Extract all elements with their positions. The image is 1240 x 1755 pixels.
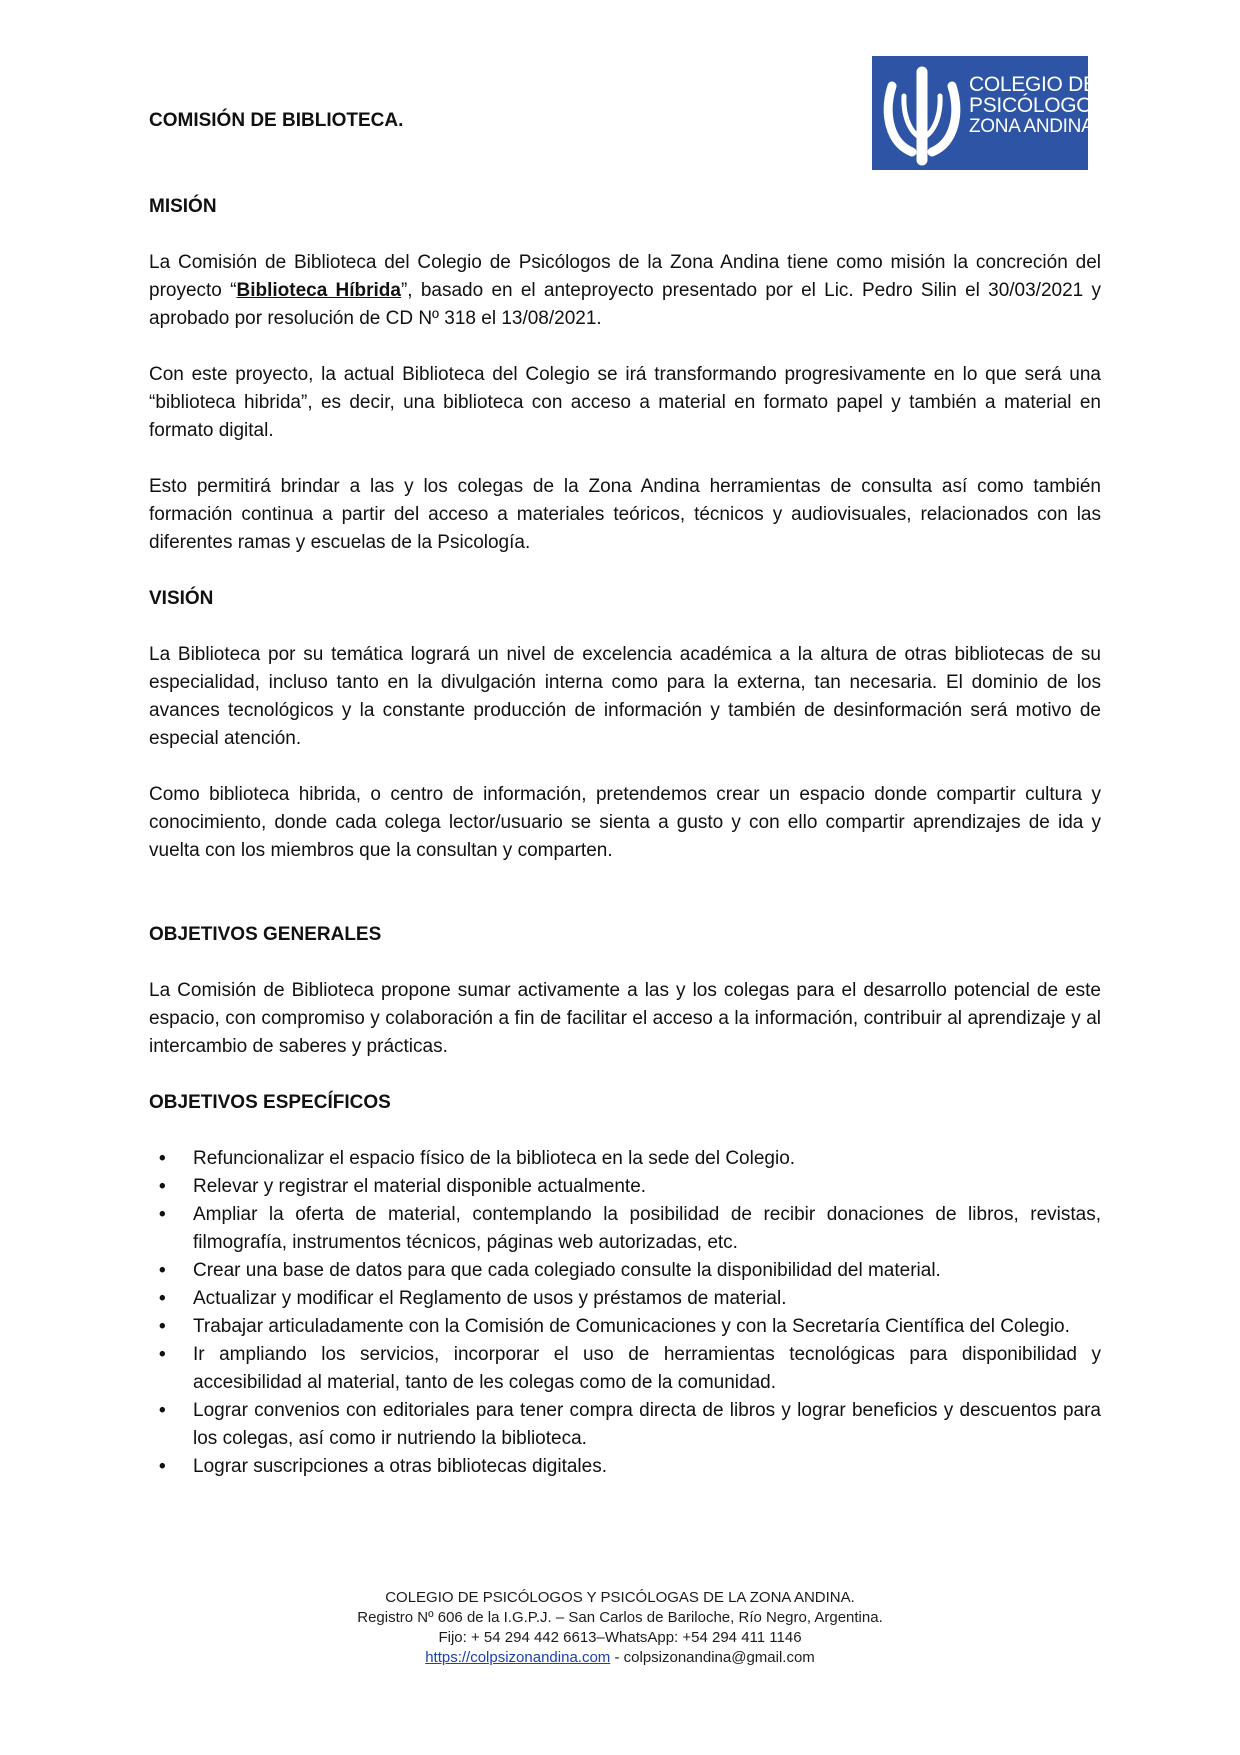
vision-paragraph-1: La Biblioteca por su temática logrará un nivel de excelencia académica a la altura de otras bibliotecas de su especialidad, incluso tanto en la divulgación interna como para la externa, tan necesaria. El dominio de los avances tecnológicos y la constante producción de información y también de desinformación será motivo de especial atención. [149, 644, 1101, 749]
mision-p1-text-end: ”, basado en el anteproyecto presentado por el Lic. Pedro Silin el 30/03/2021 y aprobado por resolución de CD Nº 318 el 13/08/2021. [149, 280, 1101, 329]
vision-heading: VISIÓN [149, 588, 214, 609]
mision-paragraph-3: Esto permitirá brindar a las y los colegas de la Zona Andina herramientas de consulta así como también formación continua a partir del acceso a materiales teóricos, técnicos y audiovisuales, relacionados con las diferentes ramas y escuelas de la Psicología. [149, 476, 1101, 553]
bullet-icon: • [159, 1204, 166, 1225]
bullet-icon: • [159, 1456, 166, 1477]
footer-separator: - [610, 1649, 624, 1666]
list-item [149, 1145, 1101, 1173]
list-item-text: Ampliar la oferta de material, contemplando la posibilidad de recibir donaciones de libros, revistas, filmografía, instrumentos técnicos, páginas web autorizadas, etc. [193, 1204, 1101, 1253]
list-item-text: Relevar y registrar el material disponible actualmente. [193, 1176, 647, 1197]
list-item [149, 1341, 1101, 1397]
list-item [149, 1313, 1101, 1341]
website-link[interactable]: https://colpsizonandina.com [425, 1649, 611, 1666]
list-item [149, 1201, 1101, 1257]
footer-contact [120, 1648, 1120, 1668]
bullet-icon: • [159, 1176, 166, 1197]
mision-heading: MISIÓN [149, 196, 217, 217]
objetivos-generales-paragraph: La Comisión de Biblioteca propone sumar activamente a las y los colegas para el desarrollo potencial de este espacio, con compromiso y colaboración a fin de facilitar el acceso a la información, contribuir al aprendizaje y al intercambio de saberes y prácticas. [149, 980, 1101, 1057]
bullet-icon: • [159, 1260, 166, 1281]
page-title: COMISIÓN DE BIBLIOTECA. [149, 110, 404, 131]
colegio-logo [872, 56, 1107, 170]
logo-wordmark [969, 74, 1106, 137]
list-item-text: Actualizar y modificar el Reglamento de usos y préstamos de material. [193, 1288, 787, 1309]
bullet-icon: • [159, 1288, 166, 1309]
list-item-text: Lograr convenios con editoriales para tener compra directa de libros y lograr beneficios y descuentos para los colegas, así como ir nutriendo la biblioteca. [193, 1400, 1101, 1449]
bullet-icon: • [159, 1344, 166, 1365]
mision-paragraph-1 [149, 249, 1101, 333]
objetivos-generales-heading: OBJETIVOS GENERALES [149, 924, 382, 945]
list-item-text: Trabajar articuladamente con la Comisión de Comunicaciones y con la Secretaría Científica del Colegio. [193, 1316, 1070, 1337]
objetivos-especificos-section [149, 1089, 1101, 1481]
objetivos-generales-section [149, 921, 1101, 1061]
list-item [149, 1397, 1101, 1453]
footer-registration: Registro Nº 606 de la I.G.P.J. – San Carlos de Bariloche, Río Negro, Argentina. [357, 1609, 883, 1626]
logo-line-2: PSICÓLOGOS [969, 94, 1107, 117]
list-item-text: Refuncionalizar el espacio físico de la biblioteca en la sede del Colegio. [193, 1148, 796, 1169]
list-item [149, 1453, 1101, 1481]
bullet-icon: • [159, 1316, 166, 1337]
vision-section [149, 585, 1101, 865]
bullet-icon: • [159, 1400, 166, 1421]
footer-phones: Fijo: + 54 294 442 6613–WhatsApp: +54 294 411 1146 [438, 1629, 802, 1646]
mision-p1-text-start: La Comisión de Biblioteca del Colegio de Psicólogos de la Zona Andina tiene como misión la concreción del proyecto “ [149, 252, 1101, 301]
list-item [149, 1257, 1101, 1285]
bullet-icon: • [159, 1148, 166, 1169]
list-item-text: Crear una base de datos para que cada colegiado consulte la disponibilidad del material. [193, 1260, 941, 1281]
document-body [149, 193, 1101, 1481]
page-footer [120, 1588, 1120, 1668]
objetivos-especificos-list [149, 1145, 1101, 1481]
footer-org-name: COLEGIO DE PSICÓLOGOS Y PSICÓLOGAS DE LA ZONA ANDINA. [385, 1589, 855, 1606]
objetivos-especificos-heading: OBJETIVOS ESPECÍFICOS [149, 1092, 391, 1113]
list-item [149, 1285, 1101, 1313]
mision-section [149, 193, 1101, 557]
list-item-text: Ir ampliando los servicios, incorporar el uso de herramientas tecnológicas para disponibilidad y accesibilidad al material, tanto de les colegas como de la comunidad. [193, 1344, 1101, 1393]
list-item [149, 1173, 1101, 1201]
mision-paragraph-2: Con este proyecto, la actual Biblioteca del Colegio se irá transformando progresivamente en lo que será una “biblioteca hibrida”, es decir, una biblioteca con acceso a material en formato papel y también a material en formato digital. [149, 364, 1101, 441]
vision-paragraph-2: Como biblioteca hibrida, o centro de información, pretendemos crear un espacio donde compartir cultura y conocimiento, donde cada colega lector/usuario se sienta a gusto y con ello compartir aprendizajes de ida y vuelta con los miembros que la consultan y comparten. [149, 784, 1101, 861]
footer-email: colpsizonandina@gmail.com [623, 1649, 815, 1666]
logo-line-3: ZONA ANDINA [969, 116, 1094, 137]
list-item-text: Lograr suscripciones a otras bibliotecas digitales. [193, 1456, 607, 1477]
biblioteca-hibrida-highlight: Biblioteca Híbrida [236, 280, 401, 301]
logo-line-1: COLEGIO DE [969, 73, 1097, 96]
